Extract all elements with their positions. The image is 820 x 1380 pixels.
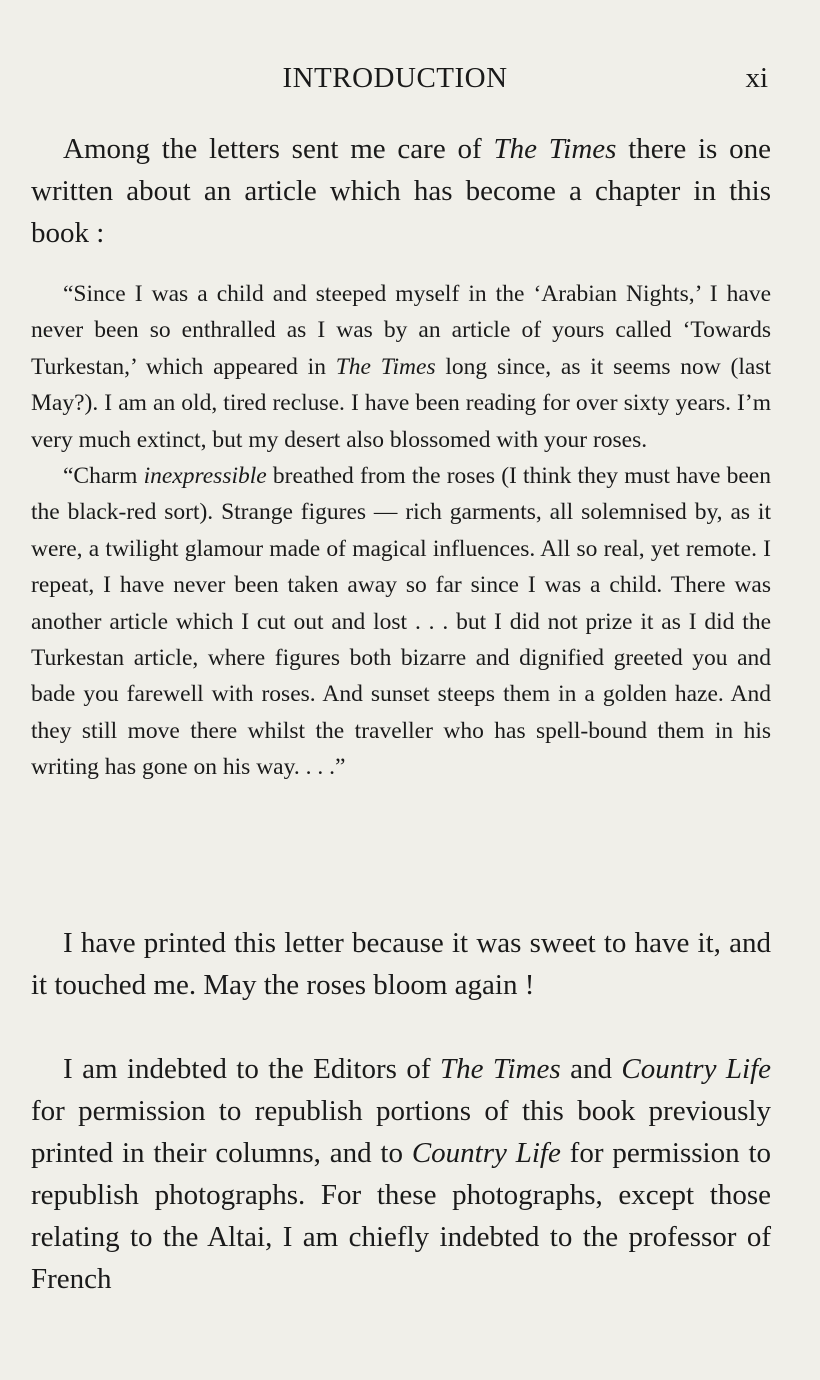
quoted-letter xyxy=(31,276,771,786)
indebted-italic-country-life-1: Country Life xyxy=(621,1053,772,1085)
letter-p2-italic-word: inexpressible xyxy=(143,463,267,490)
running-title: INTRODUCTION xyxy=(282,62,508,94)
intro-paragraph xyxy=(31,128,771,254)
page-number: xi xyxy=(745,62,768,94)
page-header xyxy=(0,58,820,98)
printed-text: I have printed this letter because it was sweet to have it, and it touched me. May the roses bloom again ! xyxy=(31,927,771,1001)
letter-p2-text-1: “Charm xyxy=(63,463,144,490)
intro-text-2: there is one written about an article which has become a chapter in this book : xyxy=(31,133,772,249)
indebted-text-3: for permission to republish portions of this book previously printed in their columns, and to xyxy=(31,1095,771,1169)
letter-paragraph-2 xyxy=(31,458,771,786)
intro-italic-title: The Times xyxy=(493,133,617,165)
indebted-italic-country-life-2: Country Life xyxy=(411,1137,561,1169)
indebted-text-2: and xyxy=(560,1053,622,1085)
letter-p1-text-1: “Since I was a child and steeped myself in the ‘Arabian Nights,’ I have never been so enthralled as I was by an article of yours called ‘Towards Turkestan,’ which appeared in xyxy=(31,281,771,380)
intro-text-1: Among the letters sent me care of xyxy=(63,133,494,165)
letter-p2-text-2: breathed from the roses (I think they must have been the black-red sort). Strange figures — rich garments, all solemnised by, as it were, a twilight glamour made of magical influences. All so real, yet remote. I repeat, I have never been taken away so far since I was a child. There was another article which I cut out and lost . . . but I did not prize it as I did the Turkestan article, where figures both bizarre and dignified greeted you and bade you farewell with roses. And sunset steeps them in a golden haze. And they still move there whilst the traveller who has spell-bound them in his writing has gone on his way. . . .” xyxy=(31,463,771,781)
indebted-text-1: I am indebted to the Editors of xyxy=(63,1053,440,1085)
letter-p1-text-2: long since, as it seems now (last May?). I am an old, tired recluse. I have been reading for over sixty years. I’m very much extinct, but my desert also blossomed with your roses. xyxy=(31,353,771,453)
indebted-text-4: for permission to republish photographs. For these photographs, except those relating to the Altai, I am chiefly indebted to the professor of French xyxy=(31,1137,771,1295)
letter-p1-italic-title: The Times xyxy=(335,353,436,380)
indebted-italic-times: The Times xyxy=(439,1053,561,1085)
letter-paragraph-1 xyxy=(31,276,771,458)
indebted-paragraph xyxy=(31,1048,771,1300)
printed-letter-paragraph xyxy=(31,922,771,1006)
